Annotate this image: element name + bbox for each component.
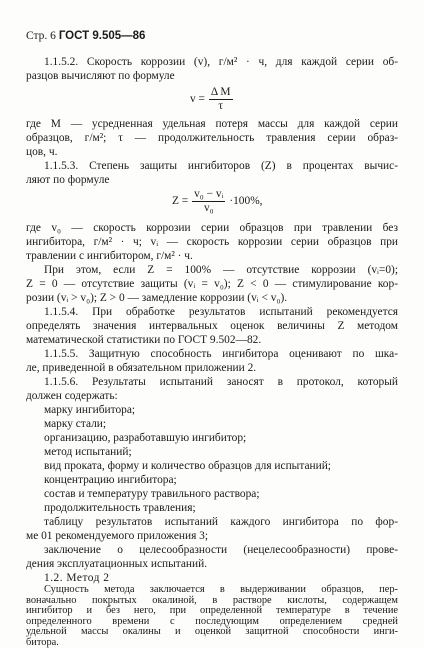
text-line: должен содержать: — [26, 390, 118, 402]
standard-code: ГОСТ 9.505—86 — [58, 30, 146, 42]
list-item: продолжительность травления; — [44, 502, 196, 514]
list-item: марку стали; — [44, 418, 107, 430]
formula-protection-degree — [172, 188, 263, 215]
text-line: воначально покрытых окалиной, в растворе кислоты, содержащем — [26, 594, 398, 606]
list-item: заключение о целесообразности (нецелесообразности) прове- — [44, 544, 398, 556]
text-line: травлении с ингибитором, г/м² · ч. — [26, 250, 193, 262]
formula-fraction — [192, 188, 225, 215]
formula-tail: ·100%, — [229, 195, 263, 208]
text-line: розии (vᵢ > v₀); Z > 0 — замедление коррозии (vᵢ < v₀). — [26, 292, 288, 304]
formula-corrosion-rate — [190, 86, 234, 113]
text-line: математической статистики по ГОСТ 9.502—82. — [26, 334, 262, 346]
text-line: определенного времени с последующим определением средней — [26, 615, 398, 627]
text-line: 1.1.5.2. Скорость коррозии (v), г/м² · ч, для каждой серии об- — [44, 56, 398, 68]
text-line: ме 01 рекомендуемого приложения 3; — [26, 530, 209, 542]
text-line: ле, приведенной в обязательном приложении 2. — [26, 362, 257, 374]
list-item: состав и температуру травильного раствора; — [44, 488, 260, 500]
formula-lhs: v = — [190, 93, 205, 106]
formula-numerator: v₀ − vᵢ — [194, 188, 224, 200]
text-line: 1.1.5.5. Защитную способность ингибитора оценивают по шка- — [44, 348, 398, 360]
list-item: марку ингибитора; — [44, 404, 136, 416]
formula-denominator: v₀ — [203, 202, 214, 214]
text-line: Z = 0 — отсутствие защиты (vᵢ = v₀); Z < 0 — стимулирование кор- — [26, 278, 398, 290]
list-item: таблицу результатов испытаний каждого ингибитора по фор- — [44, 516, 398, 528]
list-item: метод испытаний; — [44, 446, 132, 458]
text-line: битора. — [26, 637, 59, 648]
page-number: Стр. 6 — [26, 30, 56, 42]
list-item: организацию, разработавшую ингибитор; — [44, 432, 247, 444]
text-line: где M — усредненная удельная потеря массы для каждой серии — [26, 118, 398, 130]
text-line: цов, ч. — [26, 146, 58, 158]
text-line: ингибитор и без него, при определенной температуре в течение — [26, 605, 398, 617]
formula-denominator: τ — [218, 100, 223, 112]
list-item: концентрацию ингибитора; — [44, 474, 177, 486]
text-line: 1.1.5.3. Степень защиты ингибиторов (Z) в процентах вычис- — [44, 160, 398, 172]
text-line: 1.1.5.4. При обработке результатов испытаний рекомендуется — [44, 306, 398, 318]
formula-lhs: Z = — [172, 195, 189, 208]
text-line: разцов вычисляют по формуле — [26, 70, 175, 82]
text-line: определять значения интервальных оценок величины Z методом — [26, 320, 398, 332]
text-line: Сущность метода заключается в выдерживании образцов, пер- — [44, 584, 398, 595]
page-header — [26, 30, 145, 44]
list-item: вид проката, форму и количество образцов для испытаний; — [44, 460, 331, 472]
formula-fraction — [209, 86, 233, 113]
text-line: ляют по формуле — [26, 174, 110, 186]
text-line: удельной массы окалины и оценкой защитной способности инги- — [26, 626, 398, 638]
text-line: образцов, г/м²; τ — продолжительность травления серии образ- — [26, 132, 398, 144]
text-line: ингибитора, г/м² · ч; vᵢ — скорость коррозии серии образцов при — [26, 236, 398, 248]
section-heading: 1.2. Метод 2 — [44, 572, 110, 584]
text-line: 1.1.5.6. Результаты испытаний заносят в протокол, который — [44, 376, 398, 388]
text-line: При этом, если Z = 100% — отсутствие коррозии (vᵢ=0); — [44, 264, 398, 276]
formula-numerator: Δ M — [210, 86, 231, 98]
text-line: где v₀ — скорость коррозии серии образцов при травлении без — [26, 222, 398, 234]
text-line: дения эксплуатационных испытаний. — [26, 558, 208, 570]
